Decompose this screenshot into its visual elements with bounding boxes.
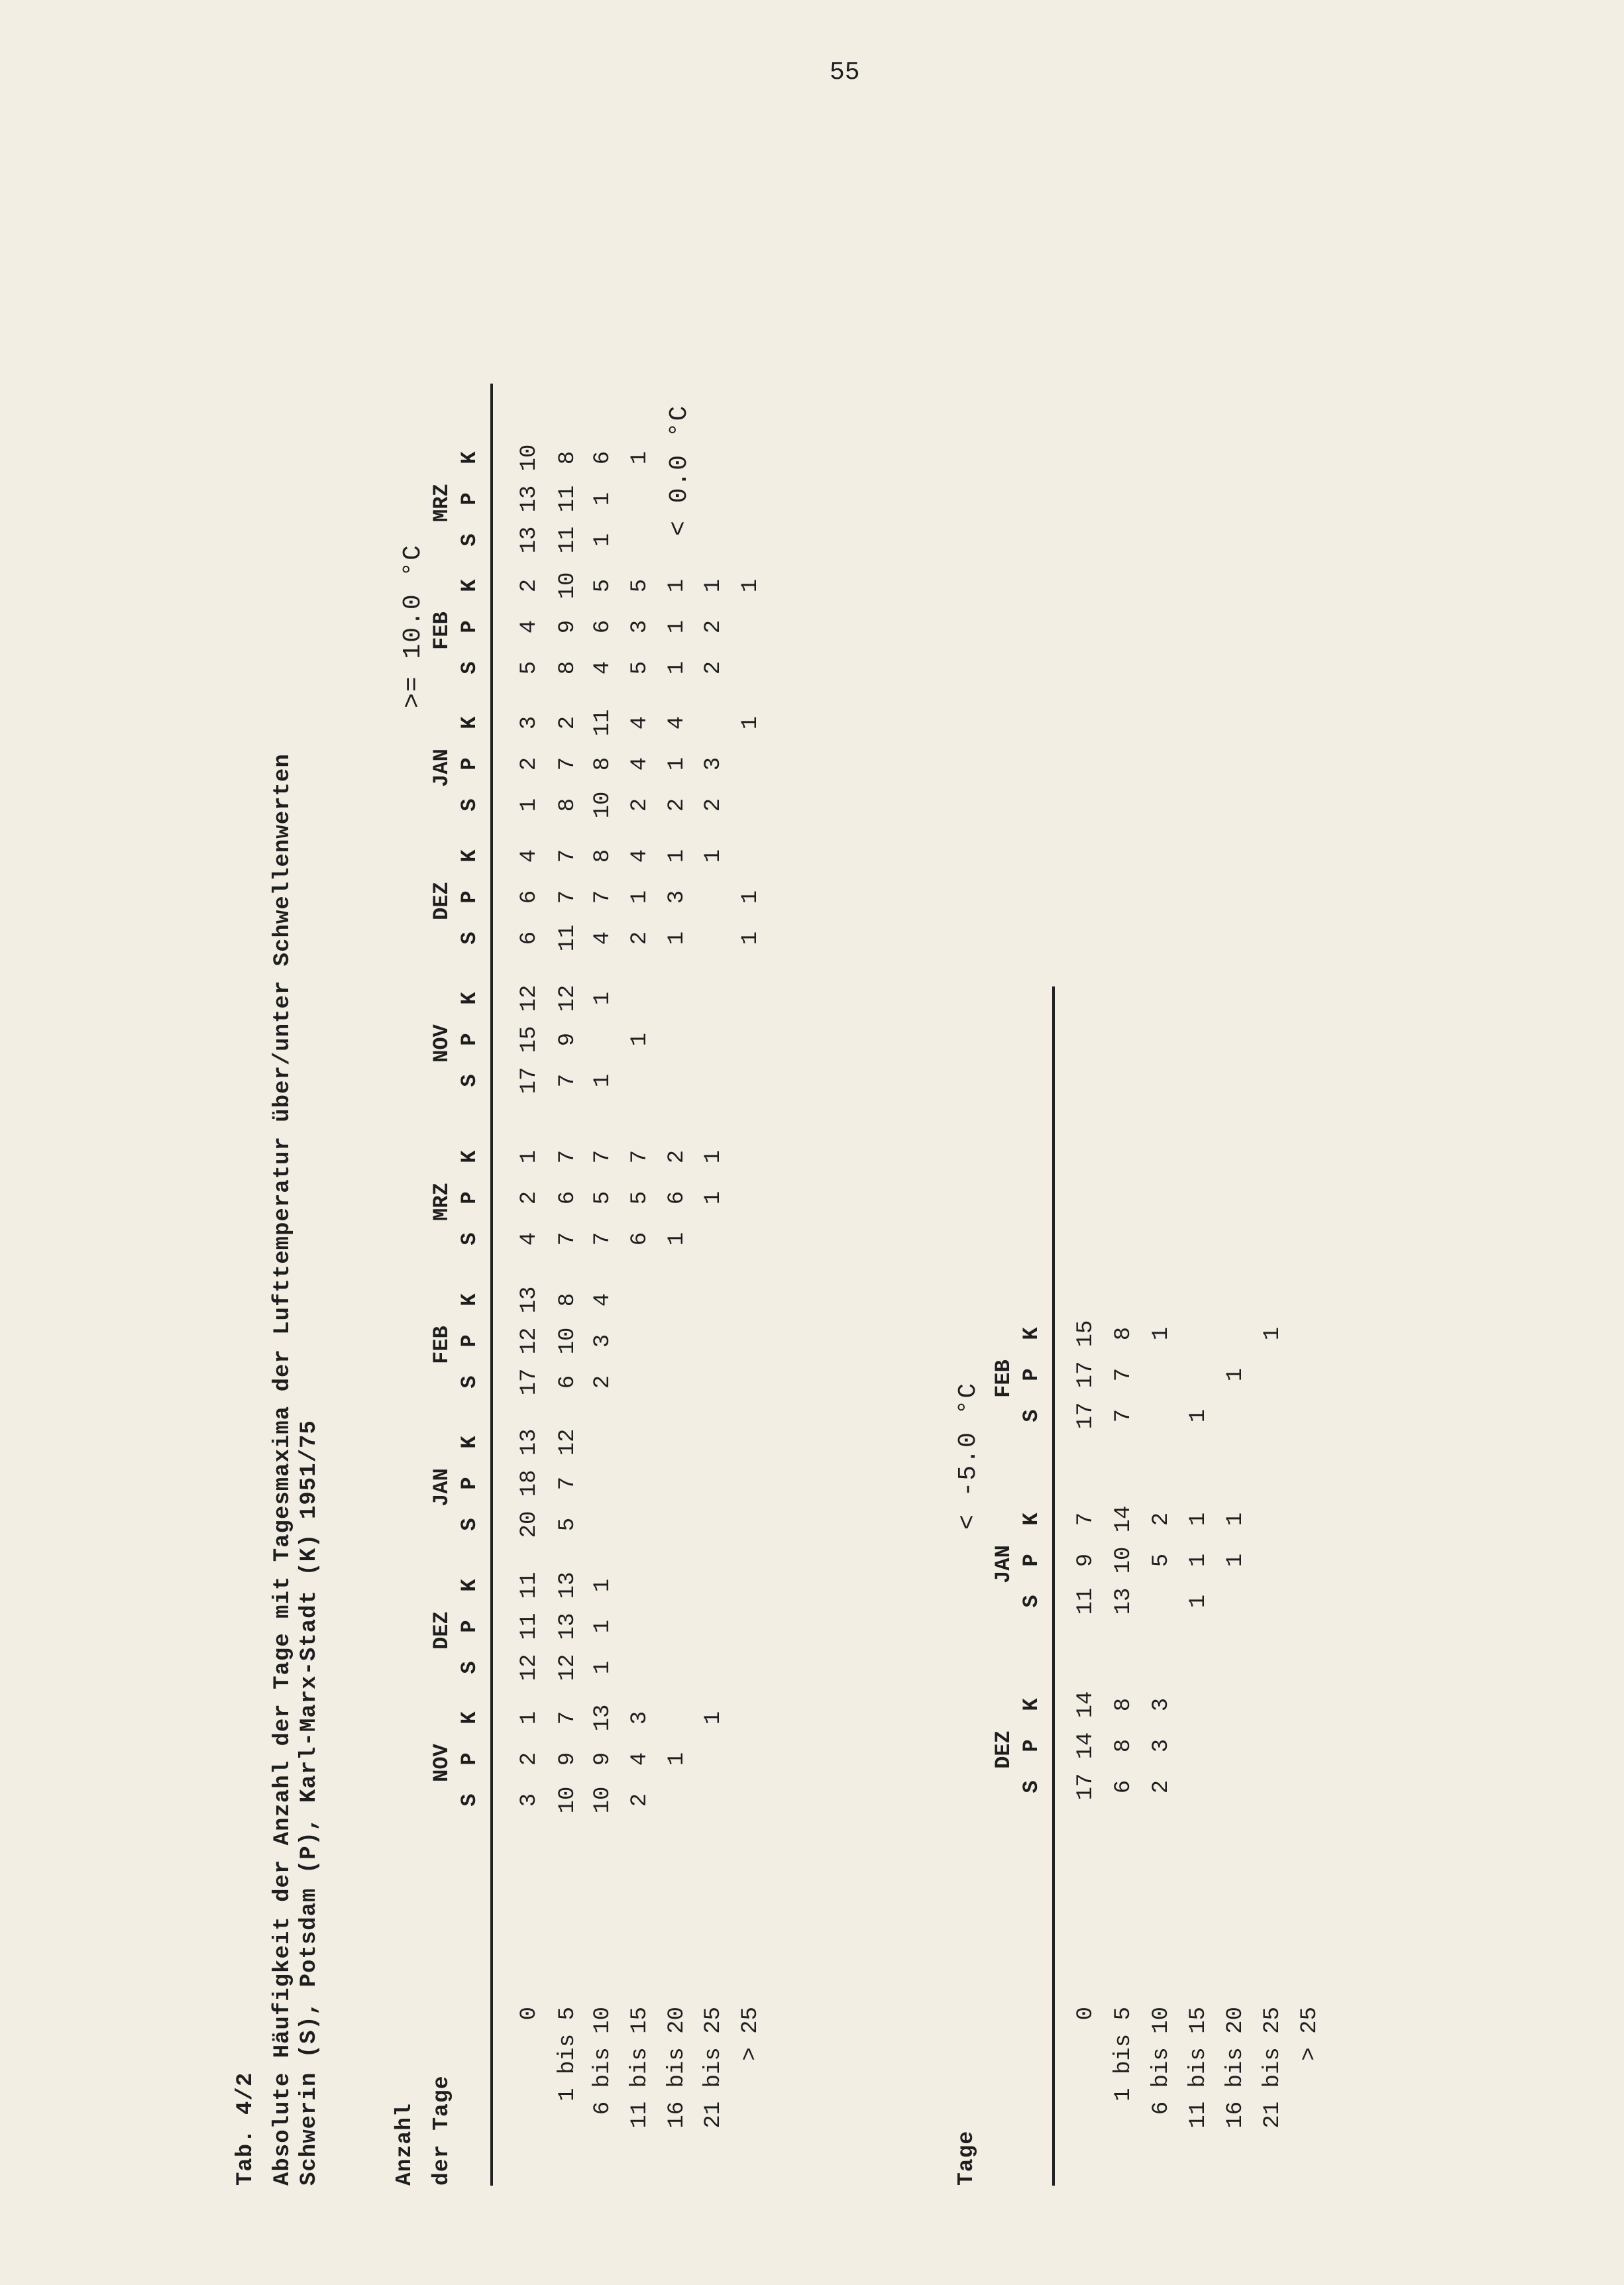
t1-header-line1: Anzahl (392, 2103, 417, 2186)
table-cell: 1 (738, 716, 763, 730)
month-header-feb: FEB (429, 611, 454, 650)
month-header-jan: JAN (429, 749, 454, 787)
table-cell: 8 (1111, 1697, 1136, 1712)
table-cell: 1 (1223, 1512, 1248, 1526)
table-cell: 4 (517, 619, 542, 634)
table-cell: 2 (517, 757, 542, 771)
t1-spacer-2 (398, 752, 424, 755)
table-cell: 2 (1149, 1512, 1174, 1526)
table-cell: 14 (1111, 1505, 1136, 1533)
table-cell: 8 (555, 451, 580, 465)
table-cell: 1 (1149, 1326, 1174, 1341)
table-cell: 6 (627, 1232, 653, 1246)
table-cell: 1 (1186, 1408, 1211, 1423)
sub-header-s: S (457, 931, 482, 945)
sub-header-s: S (457, 798, 482, 812)
month-header-mrz: MRZ (429, 1183, 454, 1221)
sub-header-p: P (1019, 1554, 1044, 1567)
sub-header-p: P (457, 1477, 482, 1490)
table-cell: 9 (555, 1752, 580, 1766)
table-cell: 4 (590, 1293, 616, 1307)
table-cell: 7 (555, 1476, 580, 1491)
table-cell: 1 (701, 1149, 726, 1164)
table-cell: 2 (1149, 1780, 1174, 1794)
table-cell: 1 (738, 890, 763, 904)
table-cell: 13 (555, 1613, 580, 1640)
table-cell: 1 (701, 849, 726, 863)
sub-header-p: P (457, 1033, 482, 1046)
table-cell: 3 (1149, 1738, 1174, 1753)
table-cell: 6 (590, 619, 616, 634)
table-cell: 1 (701, 1191, 726, 1205)
sub-header-s: S (457, 533, 482, 547)
table-cell: 4 (590, 661, 616, 675)
table-cell: 13 (590, 1704, 616, 1732)
table-cell: 15 (1073, 1320, 1099, 1348)
sub-header-k: K (457, 849, 482, 863)
row-label: 6 bis 10 (1149, 2007, 1174, 2115)
table-cell: 4 (627, 849, 653, 863)
table-cell: 1 (738, 931, 763, 945)
table-cell: 10 (517, 444, 542, 472)
sub-header-k: K (457, 1436, 482, 1449)
sub-header-p: P (457, 1334, 482, 1348)
table-cell: 7 (590, 1149, 616, 1164)
sub-header-s: S (457, 1232, 482, 1246)
table-cell: 12 (555, 1428, 580, 1456)
sub-header-s: S (1019, 1409, 1044, 1422)
row-label: > 25 (738, 2007, 763, 2061)
table-cell: 6 (517, 890, 542, 904)
table-cell: 3 (627, 619, 653, 634)
table-cell: 9 (590, 1752, 616, 1766)
table-cell: 15 (517, 1026, 542, 1053)
sub-header-k: K (1019, 1698, 1044, 1711)
sub-header-s: S (1019, 1595, 1044, 1608)
table-cell: 12 (555, 984, 580, 1012)
table-cell: 10 (555, 572, 580, 600)
table-cell: 2 (701, 798, 726, 812)
table-cell: 14 (1073, 1691, 1099, 1719)
table-cell: 1 (665, 619, 690, 634)
table-cell: 4 (627, 1752, 653, 1766)
sub-header-s: S (457, 1793, 482, 1807)
table-cell: 10 (555, 1786, 580, 1814)
table-cell: 17 (517, 1368, 542, 1396)
row-label: 21 bis 25 (1260, 2007, 1285, 2129)
sub-header-k: K (457, 716, 482, 729)
row-label: 0 (1073, 2007, 1099, 2021)
table-cell: 7 (555, 1711, 580, 1725)
sub-header-k: K (457, 1150, 482, 1163)
month-header-jan: JAN (991, 1545, 1016, 1583)
t1-header-rule (490, 384, 493, 2186)
table-cell: 2 (627, 1793, 653, 1807)
table-cell: 8 (590, 757, 616, 771)
table-cell: 6 (665, 1191, 690, 1205)
table-cell: 1 (665, 757, 690, 771)
table-cell: 4 (517, 1232, 542, 1246)
table-cell: 13 (555, 1571, 580, 1599)
table-cell: 3 (627, 1711, 653, 1725)
table-cell: 2 (517, 1191, 542, 1205)
table-cell: 3 (517, 1793, 542, 1807)
table-cell: 5 (1149, 1553, 1174, 1568)
table-cell: 20 (517, 1511, 542, 1538)
table-cell: 9 (555, 1032, 580, 1047)
table-cell: 7 (1111, 1408, 1136, 1423)
table-cell: 2 (665, 798, 690, 812)
sub-header-s: S (457, 1074, 482, 1087)
sub-header-p: P (457, 1191, 482, 1204)
table-cell: 7 (1073, 1512, 1099, 1526)
table-cell: 14 (1073, 1732, 1099, 1760)
table-cell: 13 (517, 1286, 542, 1314)
table-cell: 1 (627, 1032, 653, 1047)
table-cell: 8 (555, 798, 580, 812)
table-cell: 1 (517, 1149, 542, 1164)
table-cell: 10 (590, 791, 616, 819)
t2-threshold: < -5.0 °C (954, 1381, 983, 1530)
table-cell: 7 (555, 1232, 580, 1246)
table-cell: 5 (627, 578, 653, 593)
row-label: 1 bis 5 (555, 2007, 580, 2101)
table-cell: 1 (1186, 1512, 1211, 1526)
table-cell: 2 (517, 578, 542, 593)
table-cell: 1 (701, 1711, 726, 1725)
sub-header-k: K (1019, 1513, 1044, 1526)
table-cell: 1 (1186, 1594, 1211, 1609)
table-cell: 7 (590, 1232, 616, 1246)
table-cell: 2 (627, 931, 653, 945)
row-label: 11 bis 15 (627, 2007, 653, 2129)
table-cell: 17 (1073, 1773, 1099, 1801)
table-cell: 2 (555, 716, 580, 730)
table-cell: 7 (555, 849, 580, 863)
table-cell: 3 (517, 716, 542, 730)
table-cell: 9 (555, 619, 580, 634)
page-number: 55 (830, 58, 860, 87)
table-cell: 17 (517, 1067, 542, 1094)
table-cell: 12 (517, 1327, 542, 1355)
sub-header-k: K (457, 992, 482, 1005)
table-id: Tab. 4/2 (233, 2072, 258, 2186)
row-label: 16 bis 20 (665, 2007, 690, 2129)
t1-spacer (391, 2183, 392, 2186)
table-cell: 1 (738, 578, 763, 593)
month-header-dez: DEZ (429, 882, 454, 920)
row-label: 6 bis 10 (590, 2007, 616, 2115)
sub-header-k: K (457, 1579, 482, 1592)
sub-header-s: S (457, 1375, 482, 1389)
table-cell: 7 (590, 890, 616, 904)
table-cell: 12 (555, 1654, 580, 1681)
table-cell: 6 (555, 1191, 580, 1205)
table-cell: 2 (665, 1149, 690, 1164)
sub-header-p: P (1019, 1739, 1044, 1752)
sub-header-s: S (457, 1518, 482, 1531)
table-cell: 8 (1111, 1738, 1136, 1753)
table-cell: 13 (517, 526, 542, 554)
table-cell: 1 (627, 890, 653, 904)
table-cell: 11 (590, 709, 616, 737)
table-cell: 5 (555, 1517, 580, 1532)
month-header-feb: FEB (991, 1359, 1016, 1398)
table-cell: 7 (555, 1149, 580, 1164)
table-subtitle: Schwerin (S), Potsdam (P), Karl-Marx-Stadt (K) 1951/75 (297, 1420, 322, 2186)
table-cell: 1 (590, 991, 616, 1006)
table-cell: 1 (517, 798, 542, 812)
sub-header-s: S (457, 661, 482, 674)
table-cell: 1 (665, 1232, 690, 1246)
table-cell: 8 (590, 849, 616, 863)
table-cell: 1 (590, 1619, 616, 1634)
table-cell: 7 (1111, 1367, 1136, 1382)
table-cell: 3 (590, 1334, 616, 1348)
table-cell: 1 (701, 578, 726, 593)
table-cell: 5 (627, 1191, 653, 1205)
table-cell: 1 (665, 661, 690, 675)
table-cell: 8 (555, 1293, 580, 1307)
table-cell: 8 (1111, 1326, 1136, 1341)
table-cell: 1 (1223, 1367, 1248, 1382)
table-cell: 11 (517, 1571, 542, 1599)
table-cell: 10 (1111, 1546, 1136, 1574)
table-cell: 2 (517, 1752, 542, 1766)
table-cell: 11 (1073, 1587, 1099, 1615)
table-cell: 7 (627, 1149, 653, 1164)
month-header-feb: FEB (429, 1326, 454, 1364)
sub-header-p: P (457, 620, 482, 633)
sub-header-s: S (457, 1661, 482, 1674)
sub-header-k: K (457, 451, 482, 464)
table-cell: 12 (517, 1654, 542, 1681)
table-cell: 3 (665, 890, 690, 904)
table-cell: 1 (590, 1660, 616, 1675)
table-cell: 1 (590, 492, 616, 506)
table-cell: 5 (627, 661, 653, 675)
table-cell: 4 (627, 757, 653, 771)
sub-header-k: K (457, 579, 482, 592)
table-cell: 7 (555, 757, 580, 771)
table-cell: 4 (517, 849, 542, 863)
table-cell: 2 (590, 1375, 616, 1389)
table-cell: 1 (590, 1073, 616, 1088)
table-cell: 1 (1260, 1326, 1285, 1341)
table-cell: 1 (665, 849, 690, 863)
table-cell: 13 (517, 1428, 542, 1456)
table-cell: 1 (627, 451, 653, 465)
month-header-mrz: MRZ (429, 484, 454, 522)
row-label: 11 bis 15 (1186, 2007, 1211, 2129)
sub-header-p: P (457, 492, 482, 505)
t2-header-rule (1052, 986, 1055, 2186)
sub-header-s: S (1019, 1780, 1044, 1793)
table-cell: 5 (590, 1191, 616, 1205)
table-cell: 11 (555, 924, 580, 952)
row-label: 0 (517, 2007, 542, 2021)
table-cell: 10 (555, 1327, 580, 1355)
table-cell: 10 (590, 1786, 616, 1814)
table-cell: 13 (517, 485, 542, 513)
t1-header-line2: der Tage (429, 2075, 454, 2186)
month-header-dez: DEZ (991, 1730, 1016, 1769)
row-label: 16 bis 20 (1223, 2007, 1248, 2129)
sub-header-p: P (457, 890, 482, 904)
table-cell: 1 (665, 931, 690, 945)
table-cell: 6 (1111, 1780, 1136, 1794)
table-cell: 11 (555, 485, 580, 513)
table-cell: 1 (665, 1752, 690, 1766)
row-label: > 25 (1297, 2007, 1323, 2061)
row-label: 21 bis 25 (701, 2007, 726, 2129)
table-cell: 6 (517, 931, 542, 945)
table-cell: 17 (1073, 1402, 1099, 1430)
table-cell: 11 (555, 526, 580, 554)
table-cell: 2 (701, 661, 726, 675)
table-cell: 2 (701, 619, 726, 634)
table-cell: 8 (555, 661, 580, 675)
t2-header: Tage (954, 2130, 979, 2186)
table-title: Absolute Häufigkeit der Anzahl der Tage mit Tagesmaxima der Lufttemperatur über/unter Schwellenwerten (270, 753, 296, 2186)
table-cell: 9 (1073, 1553, 1099, 1568)
sub-header-p: P (457, 1752, 482, 1766)
table-cell: 7 (555, 890, 580, 904)
sub-header-p: P (457, 757, 482, 771)
table-cell: 6 (590, 451, 616, 465)
sub-header-p: P (1019, 1368, 1044, 1381)
table-cell: 1 (1186, 1553, 1211, 1568)
t1-threshold-frost: < 0.0 °C (665, 404, 694, 536)
sub-header-p: P (457, 1620, 482, 1633)
month-header-nov: NOV (429, 1744, 454, 1782)
sub-header-k: K (457, 1293, 482, 1306)
sub-header-k: K (457, 1711, 482, 1725)
table-cell: 4 (627, 716, 653, 730)
month-header-nov: NOV (429, 1024, 454, 1063)
table-cell: 1 (517, 1711, 542, 1725)
table-cell: 7 (555, 1073, 580, 1088)
table-cell: 1 (590, 1578, 616, 1593)
table-cell: 4 (665, 716, 690, 730)
month-header-dez: DEZ (429, 1611, 454, 1650)
row-label: 1 bis 5 (1111, 2007, 1136, 2101)
table-cell: 13 (1111, 1587, 1136, 1615)
table-cell: 1 (665, 578, 690, 593)
table-cell: 5 (590, 578, 616, 593)
table-cell: 1 (590, 533, 616, 547)
table-cell: 3 (701, 757, 726, 771)
table-cell: 12 (517, 984, 542, 1012)
table-cell: 18 (517, 1469, 542, 1497)
month-header-jan: JAN (429, 1468, 454, 1507)
table-cell: 2 (627, 798, 653, 812)
table-cell: 3 (1149, 1697, 1174, 1712)
table-cell: 5 (517, 661, 542, 675)
table-cell: 11 (517, 1613, 542, 1640)
t1-threshold-warm: >= 10.0 °C (399, 543, 427, 708)
sub-header-k: K (1019, 1327, 1044, 1340)
table-cell: 1 (1223, 1553, 1248, 1568)
table-cell: 6 (555, 1375, 580, 1389)
table-cell: 17 (1073, 1361, 1099, 1389)
table-cell: 4 (590, 931, 616, 945)
